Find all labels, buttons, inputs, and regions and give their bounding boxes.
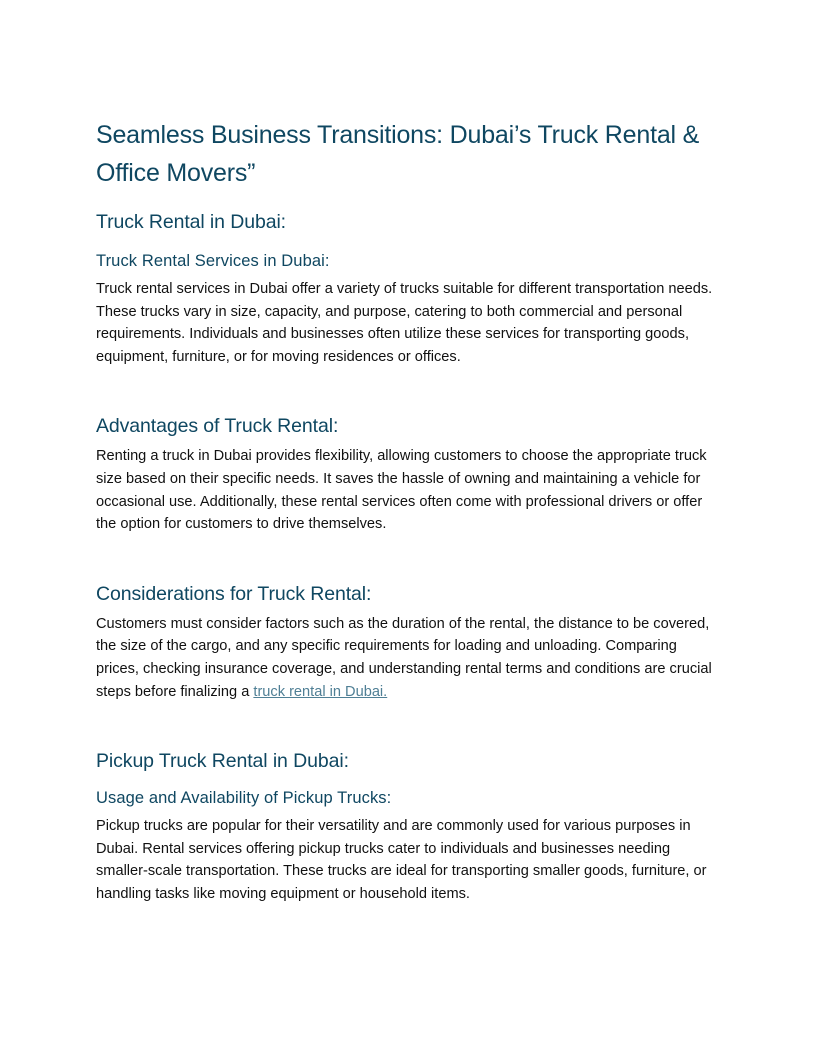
paragraph-considerations-text: Customers must consider factors such as the duration of the rental, the distance to be covered, the size of the cargo, and any specific requirements for loading and unloading. Comparing prices, checking insurance coverage, and understanding rental terms and conditions are crucial steps before finalizing a: [96, 615, 712, 700]
heading-pickup-truck-rental: Pickup Truck Rental in Dubai:: [96, 750, 349, 773]
subheading-truck-rental-services: Truck Rental Services in Dubai:: [96, 252, 330, 270]
paragraph-usage-pickup-trucks: Pickup trucks are popular for their versatility and are commonly used for various purposes in Dubai. Rental services offering pickup trucks cater to individuals and businesses needing smaller-scale transportation. These trucks are ideal for transporting smaller goods, furniture, or handling tasks like moving equipment or household items.: [96, 818, 707, 902]
paragraph-truck-rental-services: Truck rental services in Dubai offer a variety of trucks suitable for different transportation needs. These trucks vary in size, capacity, and purpose, catering to both commercial and personal requirements. Individuals and businesses often utilize these services for transporting goods, equipment, furniture, or for moving residences or offices.: [96, 281, 713, 365]
truck-rental-dubai-link[interactable]: truck rental in Dubai.: [253, 683, 388, 700]
heading-advantages-truck-rental: Advantages of Truck Rental:: [96, 415, 339, 438]
document-page: [96, 116, 720, 906]
subheading-usage-pickup-trucks: Usage and Availability of Pickup Trucks:: [96, 789, 392, 808]
heading-considerations-truck-rental: Considerations for Truck Rental:: [96, 582, 372, 605]
document-title: Seamless Business Transitions: Dubai’s Truck Rental & Office Movers”: [96, 121, 700, 187]
paragraph-advantages-truck-rental: Renting a truck in Dubai provides flexibility, allowing customers to choose the appropriate truck size based on their specific needs. It saves the hassle of owning and maintaining a vehicle for occasional use. Additionally, these rental services often come with professional drivers or offer the option for customers to drive themselves.: [96, 448, 707, 533]
heading-truck-rental-dubai: Truck Rental in Dubai:: [96, 211, 286, 233]
paragraph-considerations-truck-rental: [96, 613, 720, 703]
